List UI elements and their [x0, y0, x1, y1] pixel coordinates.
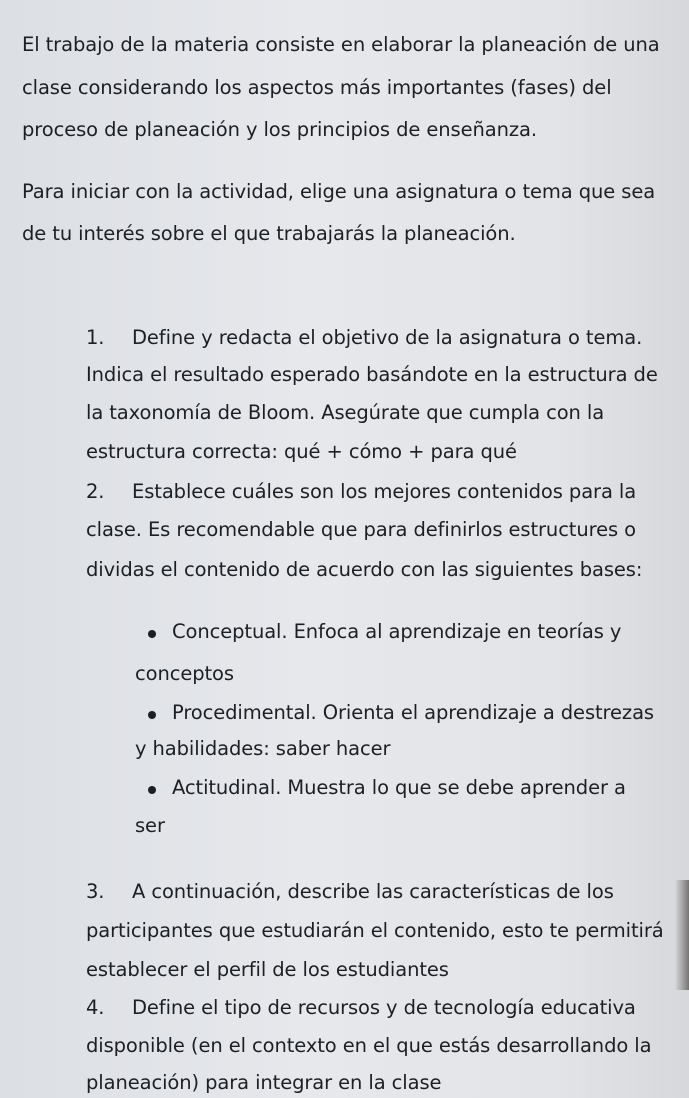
list-item-1-number: 1.	[86, 326, 105, 349]
list-item-2-first-line	[86, 480, 636, 503]
list-item-1-text: Define y redacta el objetivo de la asignatura o tema.	[132, 326, 643, 349]
bullet-1-line-2: conceptos	[135, 662, 234, 685]
photo-edge-shadow	[675, 880, 689, 990]
list-item-3-first-line	[86, 880, 614, 903]
list-item-1-first-line	[86, 326, 642, 349]
intro-paragraph-1-line-2: clase considerando los aspectos más importantes (fases) del	[22, 76, 612, 99]
list-item-4-text: Define el tipo de recursos y de tecnología educativa	[132, 996, 636, 1019]
bullet-3-dot	[148, 786, 156, 794]
list-item-3-text: A continuación, describe las características de los	[132, 880, 614, 903]
intro-paragraph-1-line-1: El trabajo de la materia consiste en elaborar la planeación de una	[22, 33, 660, 56]
list-item-2-text: Establece cuáles son los mejores contenidos para la	[132, 480, 637, 503]
intro-paragraph-1-line-3: proceso de planeación y los principios de enseñanza.	[22, 118, 537, 141]
intro-paragraph-2-line-1: Para iniciar con la actividad, elige una asignatura o tema que sea	[22, 180, 656, 203]
bullet-1-line-1: Conceptual. Enfoca al aprendizaje en teorías y	[172, 620, 622, 643]
bullet-3-line-2: ser	[135, 814, 165, 837]
list-item-2-number: 2.	[86, 480, 105, 503]
list-item-2-line-2: clase. Es recomendable que para definirlos estructures o	[86, 518, 636, 541]
list-item-2-line-3: dividas el contenido de acuerdo con las siguientes bases:	[86, 558, 643, 581]
list-item-4-first-line	[86, 996, 636, 1019]
bullet-2-line-1: Procedimental. Orienta el aprendizaje a destrezas	[172, 701, 654, 724]
bullet-3-line-1: Actitudinal. Muestra lo que se debe aprender a	[172, 776, 626, 799]
list-item-3-number: 3.	[86, 880, 105, 903]
list-item-4-line-2: disponible (en el contexto en el que estás desarrollando la	[86, 1034, 652, 1057]
bullet-2-line-2: y habilidades: saber hacer	[135, 737, 391, 760]
list-item-1-line-3: la taxonomía de Bloom. Asegúrate que cumpla con la	[86, 401, 605, 424]
list-item-4-line-3: planeación) para integrar en la clase	[86, 1071, 442, 1094]
list-item-3-line-3: establecer el perfil de los estudiantes	[86, 958, 449, 981]
list-item-4-number: 4.	[86, 996, 105, 1019]
intro-paragraph-2-line-2: de tu interés sobre el que trabajarás la planeación.	[22, 222, 516, 245]
list-item-1-line-2: Indica el resultado esperado basándote en la estructura de	[86, 363, 658, 386]
list-item-1-line-4: estructura correcta: qué + cómo + para qué	[86, 440, 517, 463]
bullet-2-dot	[148, 711, 156, 719]
list-item-3-line-2: participantes que estudiarán el contenido, esto te permitirá	[86, 919, 664, 942]
bullet-1-dot	[148, 630, 156, 638]
